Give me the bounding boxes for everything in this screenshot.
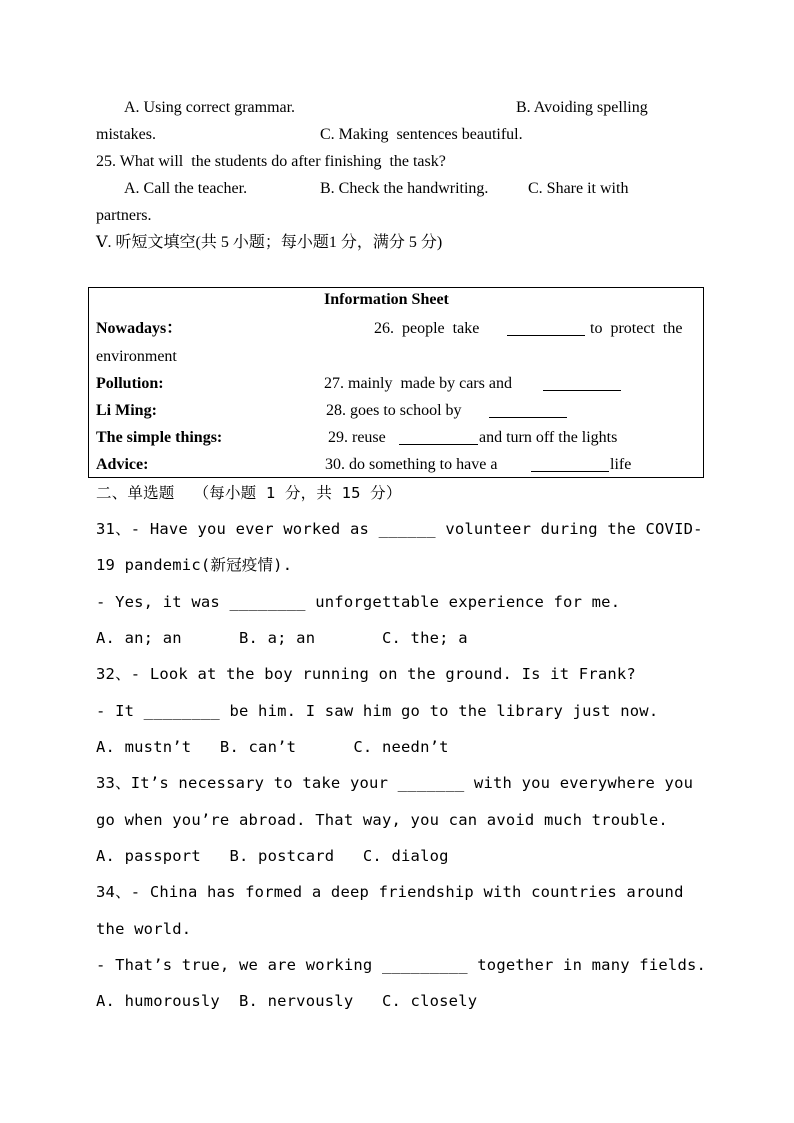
section-5-title: Ⅴ. 听短文填空(共 5 小题；每小题1 分，满分 5 分) [96,234,443,251]
q32-line-1: 32、- Look at the boy running on the ground. Is it Frank? [96,665,636,683]
q33-line-2: go when you’re abroad. That way, you can avoid much trouble. [96,811,668,829]
q24-option-b-continued: mistakes. [96,126,156,143]
info-row-label-pollution: Pollution: [96,375,164,392]
info-row-26-continuation: environment [96,348,177,365]
answer-blank-29[interactable] [399,430,478,445]
q25-option-c-continued: partners. [96,207,152,224]
info-row-26-suffix: to protect the [590,320,683,337]
info-row-27-prefix: 27. mainly made by cars and [324,375,512,392]
info-row-26-prefix: 26. people take [374,320,480,337]
q25-question: 25. What will the students do after finishing the task? [96,153,446,170]
q24-option-b: B. Avoiding spelling [516,99,648,116]
q25-option-b: B. Check the handwriting. [320,180,489,197]
answer-blank-30[interactable] [531,457,609,472]
info-row-label-simple-things: The simple things: [96,429,223,446]
answer-blank-27[interactable] [543,376,621,391]
q34-line-2: the world. [96,920,192,938]
q24-option-a: A. Using correct grammar. [124,99,296,116]
q34-options: A. humorously B. nervously C. closely [96,992,478,1010]
info-row-label-nowadays: Nowadays： [96,320,183,337]
q31-line-2: 19 pandemic(新冠疫情). [96,556,293,574]
q31-line-1: 31、- Have you ever worked as ______ volunteer during the COVID- [96,520,703,538]
q25-option-c: C. Share it with [528,180,629,197]
info-row-28-prefix: 28. goes to school by [326,402,462,419]
q33-options: A. passport B. postcard C. dialog [96,847,449,865]
q25-option-a: A. Call the teacher. [124,180,248,197]
info-row-29-prefix: 29. reuse [328,429,386,446]
info-row-30-suffix: life [610,456,632,473]
info-row-label-li-ming: Li Ming: [96,402,157,419]
info-sheet-title: Information Sheet [324,291,449,308]
q31-options: A. an; an B. a; an C. the; a [96,629,468,647]
q32-options: A. mustn’t B. can’t C. needn’t [96,738,449,756]
answer-blank-28[interactable] [489,403,567,418]
q32-line-2: - It ________ be him. I saw him go to the library just now. [96,702,659,720]
q24-option-c: C. Making sentences beautiful. [320,126,523,143]
q34-line-3: - That’s true, we are working _________ together in many fields. [96,956,707,974]
info-row-label-advice: Advice: [96,456,149,473]
info-row-30-prefix: 30. do something to have a [325,456,498,473]
q31-line-3: - Yes, it was ________ unforgettable experience for me. [96,593,621,611]
answer-blank-26[interactable] [507,321,585,336]
section-2-title: 二、单选题 （每小题 1 分，共 15 分） [96,484,402,502]
q33-line-1: 33、It’s necessary to take your _______ with you everywhere you [96,774,694,792]
info-row-29-suffix: and turn off the lights [479,429,618,446]
q34-line-1: 34、- China has formed a deep friendship with countries around [96,883,684,901]
